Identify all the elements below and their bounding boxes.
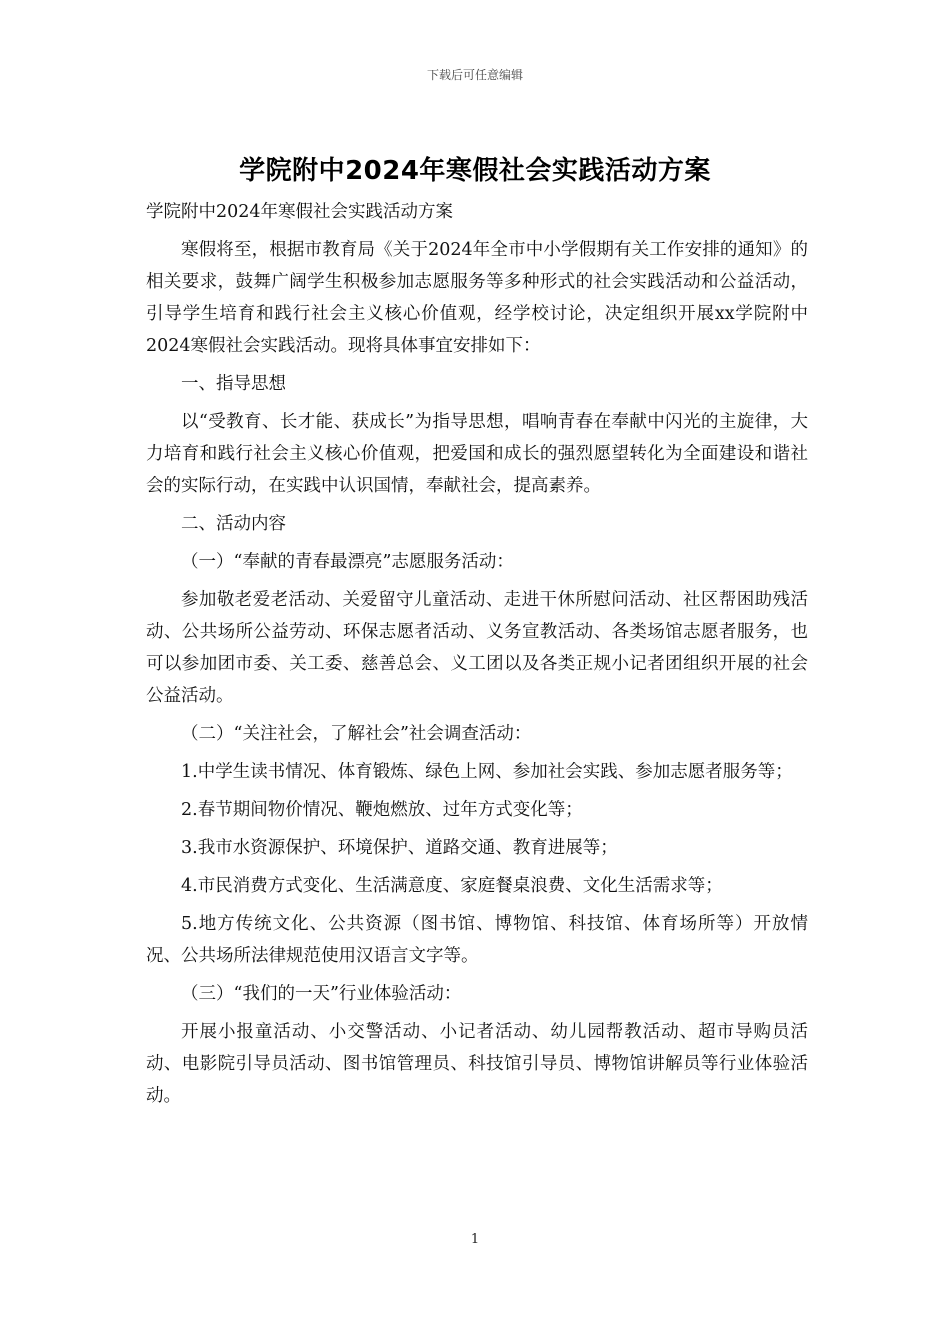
list-item-survey-3: 3.我市水资源保护、环境保护、道路交通、教育进展等； bbox=[181, 838, 618, 858]
subsection-heading-volunteer: （一）“奉献的青春最漂亮”志愿服务活动： bbox=[181, 552, 514, 572]
document-title: 学院附中2024年寒假社会实践活动方案 bbox=[239, 156, 711, 186]
subsection-heading-survey: （二）“关注社会，了解社会”社会调查活动： bbox=[181, 724, 532, 744]
paragraph-intro: 寒假将至，根据市教育局《关于2024年全市中小学假期有关工作安排的通知》的相关要求，鼓舞广阔学生积极参加志愿服务等多种形式的社会实践活动和公益活动，引导学生培育和践行社会主义核心价值观，经学校讨论，决定组织开展xx学院附中2024寒假社会实践活动。现将具体事宜安排如下： bbox=[146, 240, 808, 356]
page-number: 1 bbox=[470, 1232, 480, 1247]
list-item-survey-4: 4.市民消费方式变化、生活满意度、家庭餐桌浪费、文化生活需求等； bbox=[181, 876, 723, 896]
page-header: 下载后可任意编辑 bbox=[426, 68, 523, 82]
list-item-survey-2: 2.春节期间物价情况、鞭炮燃放、过年方式变化等； bbox=[181, 800, 583, 820]
section-heading-activity-content: 二、活动内容 bbox=[181, 514, 286, 534]
list-item-survey-5: 5.地方传统文化、公共资源（图书馆、博物馆、科技馆、体育场所等）开放情况、公共场所法律规范使用汉语言文字等。 bbox=[146, 914, 808, 966]
document-body bbox=[146, 196, 808, 1112]
subsection-heading-experience: （三）“我们的一天”行业体验活动： bbox=[181, 984, 462, 1004]
paragraph-guiding-ideology: 以“受教育、长才能、获成长”为指导思想，唱响青春在奉献中闪光的主旋律，大力培育和践行社会主义核心价值观，把爱国和成长的强烈愿望转化为全面建设和谐社会的实际行动，在实践中认识国情，奉献社会，提高素养。 bbox=[146, 412, 808, 496]
paragraph-volunteer: 参加敬老爱老活动、关爱留守儿童活动、走进干休所慰问活动、社区帮困助残活动、公共场所公益劳动、环保志愿者活动、义务宣教活动、各类场馆志愿者服务，也可以参加团市委、关工委、慈善总会、义工团以及各类正规小记者团组织开展的社会公益活动。 bbox=[146, 590, 808, 706]
paragraph-subtitle: 学院附中2024年寒假社会实践活动方案 bbox=[146, 202, 454, 222]
section-heading-guiding-ideology: 一、指导思想 bbox=[181, 374, 286, 394]
list-item-survey-1: 1.中学生读书情况、体育锻炼、绿色上网、参加社会实践、参加志愿者服务等； bbox=[181, 762, 793, 782]
paragraph-experience: 开展小报童活动、小交警活动、小记者活动、幼儿园帮教活动、超市导购员活动、电影院引导员活动、图书馆管理员、科技馆引导员、博物馆讲解员等行业体验活动。 bbox=[146, 1022, 808, 1106]
